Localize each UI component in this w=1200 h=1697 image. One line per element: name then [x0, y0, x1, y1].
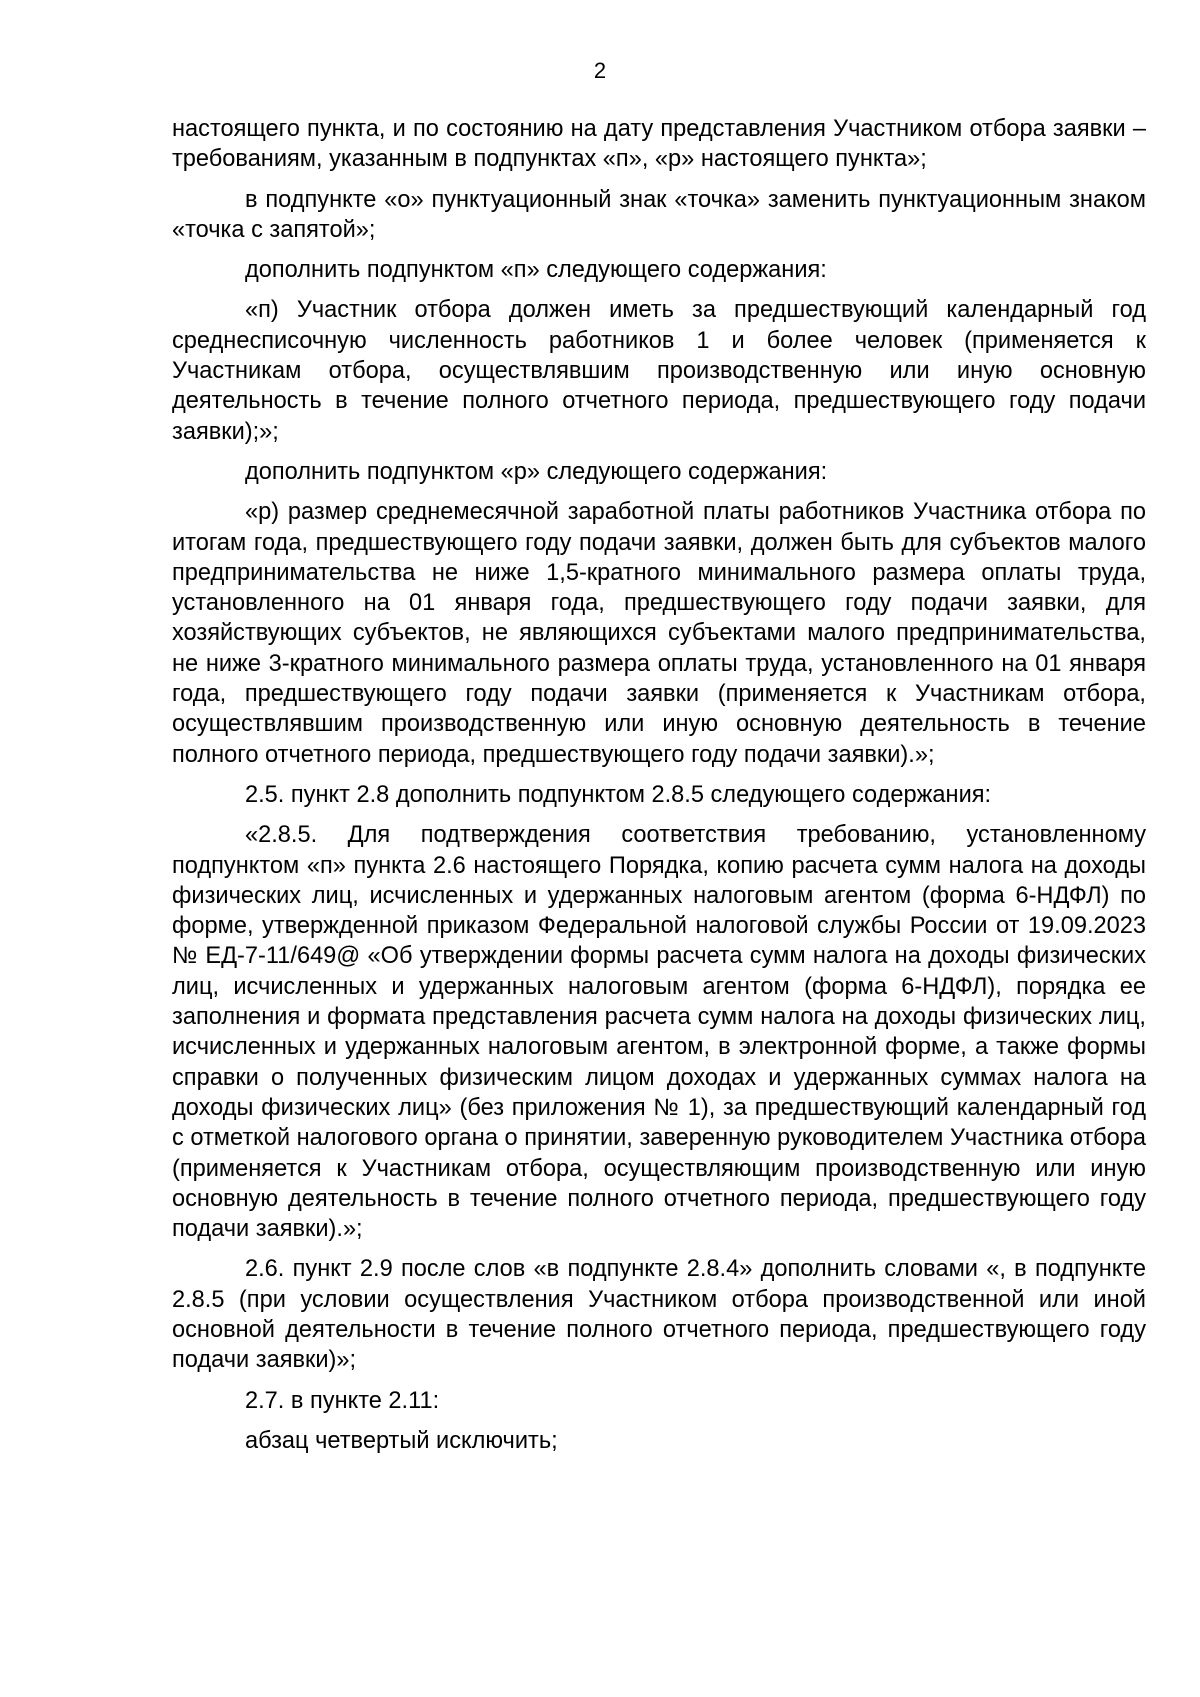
paragraph-2-7: 2.7. в пункте 2.11: — [245, 1387, 440, 1414]
paragraph-punctuation-change: в подпункте «о» пунктуационный знак «точка» заменить пунктуационным знаком «точка с запятой»; — [172, 186, 1146, 243]
paragraph-add-subpoint-r: дополнить подпунктом «р» следующего содержания: — [245, 458, 828, 485]
page-number: 2 — [593, 58, 607, 83]
paragraph-subpoint-p-text: «п) Участник отбора должен иметь за предшествующий календарный год среднесписочную численность работников 1 и более человек (применяется к Участникам отбора, осуществлявшим производственную или иную основную деятельность в течение полного отчетного периода, предшествующего году подачи заявки);»; — [172, 297, 1146, 445]
paragraph-exclude-fourth: абзац четвертый исключить; — [245, 1427, 558, 1454]
paragraph-2-8-5-text: «2.8.5. Для подтверждения соответствия требованию, установленному подпунктом «п» пункта 2.6 настоящего Порядка, копию расчета сумм налога на доходы физических лиц, исчисленных и удержанных налоговым агентом (форма 6-НДФЛ) по форме, утвержденной приказом Федеральной налоговой службы России от 19.09.2023 № ЕД-7-11/649@ «Об утверждении формы расчета сумм налога на доходы физических лиц, исчисленных и удержанных налоговым агентом (форма 6-НДФЛ), порядка ее заполнения и формата представления расчета сумм налога на доходы физических лиц, исчисленных и удержанных налоговым агентом, в электронной форме, а также формы справки о полученных физическим лицом доходах и удержанных суммах налога на доходы физических лиц» (без приложения № 1), за предшествующий календарный год с отметкой налогового органа о принятии, заверенную руководителем Участника отбора (применяется к Участникам отбора, осуществляющим производственную или иную основную деятельность в течение полного отчетного периода, предшествующего году подачи заявки).»; — [172, 822, 1146, 1243]
paragraph-continuation: настоящего пункта, и по состоянию на дату представления Участником отбора заявки – требованиям, указанным в подпунктах «п», «р» настоящего пункта»; — [172, 116, 1146, 173]
paragraph-2-5: 2.5. пункт 2.8 дополнить подпунктом 2.8.5 следующего содержания: — [245, 781, 992, 808]
paragraph-add-subpoint-p: дополнить подпунктом «п» следующего содержания: — [245, 257, 827, 284]
paragraph-2-6: 2.6. пункт 2.9 после слов «в подпункте 2.8.4» дополнить словами «, в подпункте 2.8.5 (при условии осуществления Участником отбора производственной или иной основной деятельности в течение полного отчетного периода, предшествующего году подачи заявки)»; — [172, 1256, 1146, 1374]
paragraph-subpoint-r-text: «р) размер среднемесячной заработной платы работников Участника отбора по итогам года, предшествующего году подачи заявки, должен быть для субъектов малого предпринимательства не ниже 1,5-кратного минимального размера оплаты труда, установленного на 01 января года, предшествующего году подачи заявки, для хозяйствующих субъектов, не являющихся субъектами малого предпринимательства, не ниже 3-кратного минимального размера оплаты труда, установленного на 01 января года, предшествующего году подачи заявки (применяется к Участникам отбора, осуществлявшим производственную или иную основную деятельность в течение полного отчетного периода, предшествующего году подачи заявки).»; — [172, 499, 1146, 768]
document-body — [172, 114, 1146, 1466]
